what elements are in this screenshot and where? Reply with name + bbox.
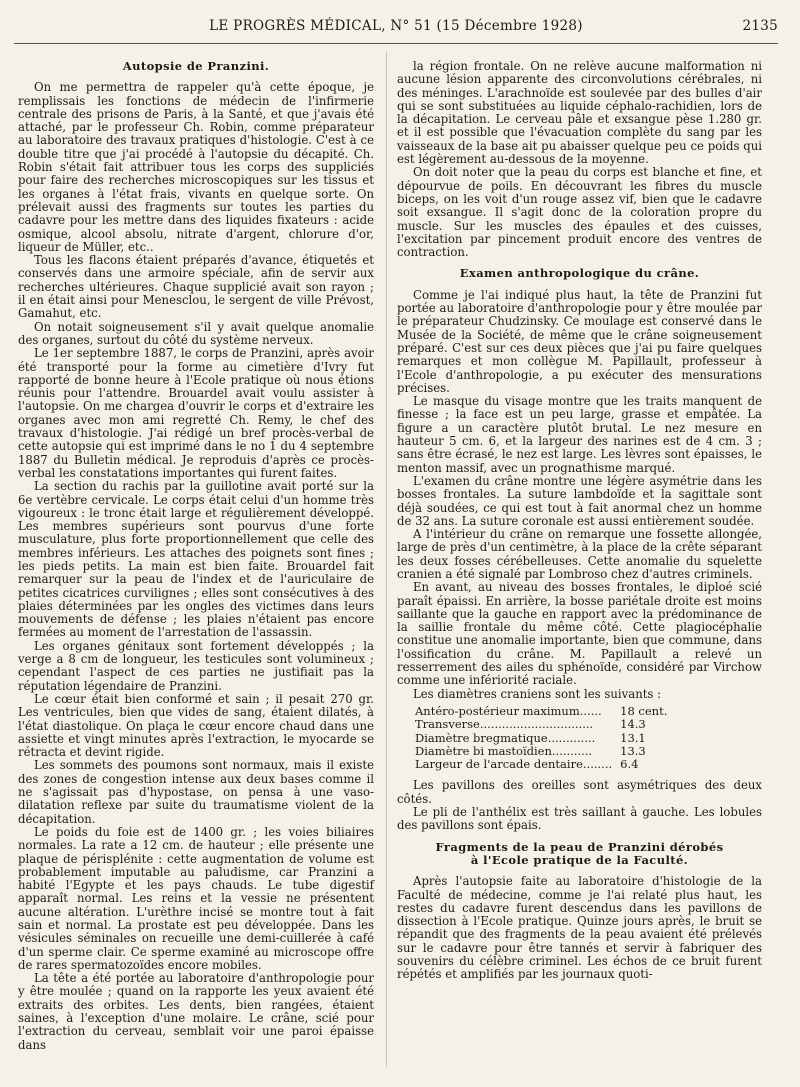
paragraph: Le pli de l'anthélix est très saillant à gauche. Les lobules des pavillons sont épais. (397, 805, 762, 833)
paragraph: Les organes génitaux sont fortement développés ; la verge a 8 cm de longueur, les testicules sont volumineux ; cependant l'aspect de ces parties ne justifiait pas la réputation légendaire de Pranzini. (18, 638, 374, 693)
measurement-row (415, 718, 667, 731)
left-paragraphs (18, 81, 374, 1052)
paragraph: On notait soigneusement s'il y avait quelque anomalie des organes, surtout du côté du système nerveux. (18, 319, 374, 347)
paragraph: Les sommets des poumons sont normaux, mais il existe des zones de congestion intense aux deux bases comme il ne s'agissait pas d'hypostase, on pensa à une vaso-dilatation reflexe par suite du traumatisme violent de la décapitation. (18, 758, 374, 826)
measurement-value: 13.3 (620, 743, 646, 758)
journal-title: LE PROGRÈS MÉDICAL, N° 51 (15 Décembre 1928) (209, 18, 583, 34)
measurement-label: Largeur de l'arcade dentaire........ (415, 757, 613, 772)
paragraph: L'examen du crâne montre une légère asymétrie dans les bosses frontales. La suture lambdoïde et la sagittale sont déjà soudées, ce qui est tout à fait anormal chez un homme de 32 ans. La suture coronale est aussi entièrement soudée. (397, 473, 762, 528)
paragraph: La tête a été portée au laboratoire d'anthropologie pour y être moulée ; quand on la rapporte les yeux avaient été extraits des orbites. Les dents, bien rangées, étaient saines, à l'exception d'une molaire. Le crâne, scié pour l'extraction du cerveau, semblait voir une paroi épaisse dans (18, 971, 374, 1052)
measurement-value: 6.4 (620, 757, 639, 772)
paragraph: On doit noter que la peau du corps est blanche et fine, et dépourvue de poils. En découvrant les fibres du muscle biceps, on les voit d'un rouge assez vif, bien que le cadavre soit exsangue. Il s'agit donc de la coloration propre du muscle. Sur les muscles des épaules et des cuisses, l'excitation par pincement produit encore des ventres de contraction. (397, 165, 762, 260)
section-heading-fragments-line2: à l'Ecole pratique de la Faculté. (470, 852, 689, 867)
measurement-value: 18 cent. (620, 703, 668, 718)
paragraph: Le masque du visage montre que les traits manquent de finesse ; la face est un peu large, grasse et empâtée. La figure a un caractère plutôt brutal. Le nez mesure en hauteur 5 cm. 6, et la largeur des narines est de 4 cm. 3 ; sans être écrasé, le nez est large. Les lèvres sont épaisses, le menton massif, avec un prognathisme marqué. (397, 394, 762, 475)
section-heading-fragments (397, 841, 762, 868)
measurement-label: Transverse............................... (415, 717, 594, 732)
measurement-row (415, 732, 667, 745)
paragraph: Les pavillons des oreilles sont asymétriques des deux côtés. (397, 778, 762, 806)
column-divider (386, 52, 387, 1067)
section-heading-examen: Examen anthropologique du crâne. (459, 266, 700, 281)
measurement-value: 14.3 (620, 717, 646, 732)
paragraph: Après l'autopsie faite au laboratoire d'histologie de la Faculté de médecine, comme je l'ai relaté plus haut, les restes du cadavre furent descendus dans les pavillons de dissection à l'Ecole pratique. Quinze jours après, le bruit se répandit que des fragments de la peau avaient été prélevés sur le cadavre pour être tannés et servir à fabriquer des souvenirs du célèbre criminel. Les échos de ce bruit furent répétés et amplifiés par les journaux quoti- (397, 874, 762, 982)
measurement-row (415, 745, 667, 758)
paragraph: Le 1er septembre 1887, le corps de Pranzini, après avoir été transporté pour la forme au cimetière d'Ivry fut rapporté de bonne heure à l'Ecole pratique où nous étions réunis pour l'attendre. Brouardel avait voulu assister à l'autopsie. On me chargea d'ouvrir le corps et d'extraire les organes avec mon ami regretté Ch. Remy, le chef des travaux d'histologie. J'ai rédigé un bref procès-verbal de cette autopsie qui est imprimé dans le no 1 du 4 septembre 1887 du Bulletin médical. Je reproduis d'après ce procès-verbal les constatations importantes qui furent faites. (18, 346, 374, 480)
measurement-row (415, 758, 667, 771)
paragraph: On me permettra de rappeler qu'à cette époque, je remplissais les fonctions de médecin de l'infirmerie centrale des prisons de Paris, à la Santé, et que j'avais été attaché, par le professeur Ch. Robin, comme préparateur au laboratoire des travaux pratiques d'histologie. C'est à ce double titre que j'ai procédé à l'autopsie du décapité. Ch. Robin s'était fait attribuer tous les corps des suppliciés pour faire des recherches microscopiques sur les tissus et les organes à l'état frais, vivants en quelque sorte. On prélevait aussi des fragments sur toutes les parties du cadavre pour les mettre dans des liquides fixateurs : acide osmique, alcool absolu, nitrate d'argent, chlorure d'or, liqueur de Müller, etc.. (18, 80, 374, 254)
paragraph: Le poids du foie est de 1400 gr. ; les voies biliaires normales. La rate a 12 cm. de hauteur ; elle présente une plaque de périsplénite : cette augmentation de volume est probablement imputable au paludisme, car Pranzini a habité l'Egypte et les pays chauds. Le tube digestif apparaît normal. Les reins et la vessie ne présentent aucune altération. L'urèthre incisé se montre tout à fait sain et normal. La prostate est peu développée. Dans les vésicules séminales on recueille une demi-cuillerée à café d'un sperme clair. Ce sperme examiné au microscope offre de rares spermatozoïdes encore mobiles. (18, 824, 374, 972)
measurement-label: Diamètre bi mastoïdien........... (415, 743, 593, 758)
paragraph: Comme je l'ai indiqué plus haut, la tête de Pranzini fut portée au laboratoire d'anthropologie pour y être moulée par le préparateur Chudzinsky. Ce moulage est conservé dans le Musée de la Société, de même que le crâne soigneusement préparé. C'est sur ces deux pièces que j'ai pu faire quelques remarques et mon collègue M. Papillault, professeur à l'Ecole d'anthropologie, a pu exécuter des mensurations précises. (397, 287, 762, 395)
paragraph: A l'intérieur du crâne on remarque une fossette allongée, large de près d'un centimètre, à la place de la crête séparant les deux fosses cérébelleuses. Cette anomalie du squelette cranien a été signalé par Lombroso chez d'autres criminels. (397, 527, 762, 581)
page-number: 2135 (742, 18, 778, 34)
paragraph: Tous les flacons étaient préparés d'avance, étiquetés et conservés dans une armoire spéciale, afin de servir aux recherches ultérieures. Chaque supplicié avait son rayon ; il en était ainsi pour Menesclou, le sergent de ville Prévost, Gamahut, etc. (18, 253, 374, 321)
measurement-row (415, 705, 667, 718)
section-heading-fragments-line1: Fragments de la peau de Pranzini dérobés (435, 839, 724, 854)
paragraph: Le cœur était bien conformé et sain ; il pesait 270 gr. Les ventricules, bien que vides de sang, étaient dilatés, à l'état diastolique. On plaça le cœur encore chaud dans une assiette et vingt minutes après l'extraction, le myocarde se rétracta et devint rigide. (18, 691, 374, 760)
right-column (397, 60, 762, 982)
running-header (14, 18, 778, 40)
section-heading-autopsie: Autopsie de Pranzini. (122, 59, 270, 73)
cranial-measurements-table (415, 705, 667, 771)
fragments-paragraphs (397, 875, 762, 981)
examen-paragraphs (397, 289, 762, 701)
paragraph: La section du rachis par la guillotine avait porté sur la 6e vertèbre cervicale. Le corps était celui d'un homme très vigoureux : le tronc était large et régulièrement développé. Les membres supérieurs sont pourvus d'une forte musculature, plus forte proportionnellement que celle des membres inférieurs. Les attaches des poignets sont fines ; les pieds petits. La main est bien faite. Brouardel fait remarquer sur la peau de l'index et de l'auriculaire de petites cicatrices curvilignes ; elles sont consécutives à des plaies déterminées par les ongles des victimes dans leurs mouvements de défense ; les plaies n'étaient pas encore fermées au moment de l'arrestation de l'assassin. (18, 479, 374, 640)
header-rule (14, 43, 778, 44)
right-intro-paragraphs (397, 60, 762, 259)
left-column (18, 60, 374, 1052)
paragraph: la région frontale. On ne relève aucune malformation ni aucune lésion apparente des circonvolutions cérébrales, ni des méninges. L'arachnoïde est soulevée par des bulles d'air qui se sont substituées au liquide céphalo-rachidien, lors de la décapitation. Le cerveau pâle et exsangue pèse 1.280 gr. et il est possible que l'évacuation complète du sang par les vaisseaux de la base ait pu abaisser quelque peu ce poids qui est légèrement au-dessous de la moyenne. (397, 59, 762, 167)
ear-paragraphs (397, 779, 762, 832)
measurement-label: Antéro-postérieur maximum...... (415, 703, 602, 718)
measurement-label: Diamètre bregmatique............. (415, 730, 596, 745)
paragraph: En avant, au niveau des bosses frontales, le diploé scié paraît épaissi. En arrière, la bosse pariétale droite est moins saillante que la gauche en rapport avec la prédominance de la saillie frontale du même côté. Cette plagiocéphalie constitue une anomalie importante, bien que commune, dans l'ossification du crâne. M. Papillault a relevé un resserrement des ailes du sphénoïde, considéré par Virchow comme une infériorité raciale. (397, 580, 762, 688)
measurement-value: 13.1 (620, 730, 646, 745)
paragraph: Les diamètres craniens sont les suivants : (413, 686, 662, 701)
measurements-body (415, 705, 667, 771)
